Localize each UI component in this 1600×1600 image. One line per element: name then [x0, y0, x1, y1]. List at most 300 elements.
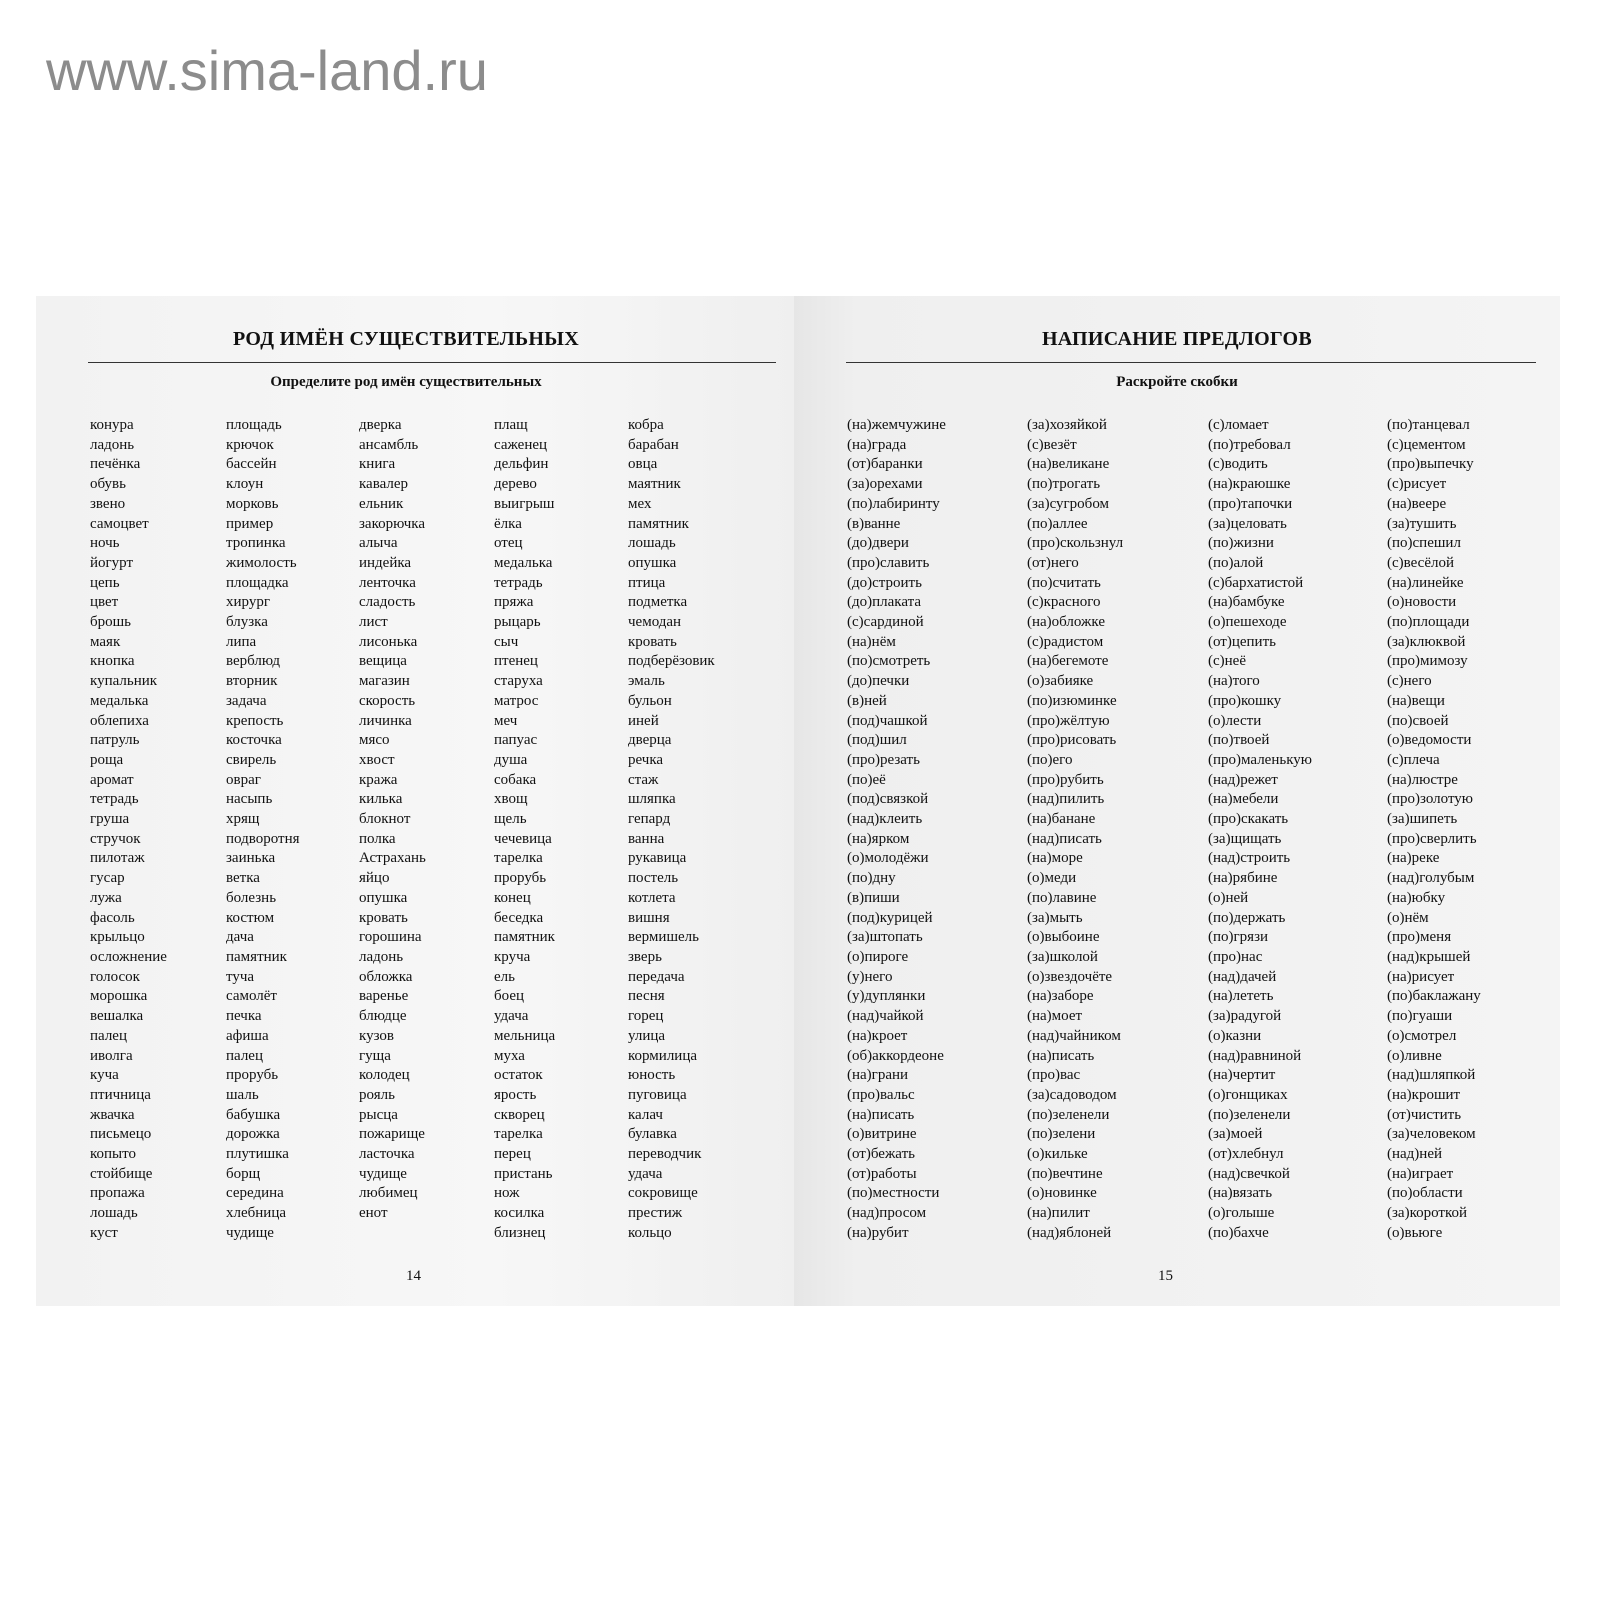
word-item: рысца	[359, 1106, 398, 1123]
word-item: (в)ванне	[847, 515, 901, 532]
word-item: гепард	[628, 811, 671, 828]
word-item: ельник	[359, 495, 404, 512]
word-item: тарелка	[494, 850, 543, 867]
page-subtitle: Определите род имён существительных	[270, 374, 542, 390]
word-item: иволга	[90, 1047, 133, 1064]
word-item: (над)просом	[847, 1205, 927, 1222]
word-item: прорубь	[226, 1067, 279, 1084]
word-item: (о)ней	[1208, 889, 1249, 906]
word-item: блюдце	[359, 1008, 407, 1025]
word-item: задача	[226, 692, 267, 709]
word-item: вермишель	[628, 929, 699, 946]
word-item: (над)крышей	[1387, 948, 1471, 965]
word-item: клоун	[226, 476, 264, 493]
word-item: (на)рисует	[1387, 968, 1455, 985]
word-item: ёлка	[494, 515, 522, 532]
word-item: (о)смотрел	[1387, 1027, 1457, 1044]
word-item: (до)печки	[847, 673, 910, 690]
word-item: звено	[90, 495, 126, 512]
word-item: удача	[494, 1008, 529, 1025]
word-item: (на)краюшке	[1208, 476, 1291, 493]
word-item: (за)орехами	[847, 476, 923, 493]
word-item: (на)люстре	[1387, 771, 1458, 788]
word-item: (под)курицей	[847, 909, 933, 926]
word-item: (о)ливне	[1387, 1047, 1442, 1064]
word-item: лисонька	[359, 633, 418, 650]
word-item: (над)писать	[1027, 830, 1102, 847]
word-item: палец	[90, 1027, 127, 1044]
word-item: остаток	[494, 1067, 543, 1084]
word-item: книга	[359, 456, 396, 473]
word-item: (на)чертит	[1208, 1067, 1276, 1084]
word-item: (на)лететь	[1208, 988, 1274, 1005]
word-item: (на)ярком	[847, 830, 910, 847]
page-title: НАПИСАНИЕ ПРЕДЛОГОВ	[1041, 328, 1313, 350]
word-item: куст	[90, 1224, 118, 1241]
word-item: тарелка	[494, 1126, 543, 1143]
word-item: закорючка	[359, 515, 426, 532]
word-item: (по)изюминке	[1027, 692, 1117, 709]
word-item: (по)дну	[847, 870, 896, 887]
word-item: (под)шил	[847, 732, 907, 749]
word-item: (по)требовал	[1208, 436, 1291, 453]
word-item: (по)лавине	[1027, 889, 1097, 906]
word-item: лист	[359, 614, 388, 631]
noun-column-2	[226, 416, 300, 1244]
word-item: матрос	[494, 692, 539, 709]
word-item: (про)сверлить	[1387, 830, 1477, 847]
word-item: шляпка	[628, 791, 676, 808]
word-item: (за)радугой	[1208, 1008, 1282, 1025]
noun-column-1	[90, 416, 167, 1244]
word-item: (про)кошку	[1208, 692, 1282, 709]
word-item: блузка	[226, 614, 268, 631]
word-item: птенец	[494, 653, 538, 670]
word-item: (о)нём	[1387, 909, 1429, 926]
word-item: (от)хлебнул	[1208, 1146, 1284, 1163]
word-item: пряжа	[494, 594, 534, 611]
word-item: ленточка	[359, 574, 416, 591]
word-item: пуговица	[628, 1086, 687, 1103]
word-item: индейка	[359, 554, 412, 571]
word-item: (по)зелени	[1027, 1126, 1096, 1143]
word-item: (по)баклажану	[1387, 988, 1481, 1005]
word-item: печёнка	[90, 456, 141, 473]
word-item: (на)писать	[847, 1106, 915, 1123]
word-item: (на)бегемоте	[1027, 653, 1109, 670]
word-item: (с)цементом	[1387, 436, 1466, 453]
word-item: (про)вас	[1027, 1067, 1081, 1084]
word-item: (по)бахче	[1208, 1224, 1269, 1241]
word-item: лошадь	[628, 535, 676, 552]
word-item: (про)золотую	[1387, 791, 1474, 808]
word-item: (на)вязать	[1208, 1185, 1273, 1202]
word-item: овца	[628, 456, 658, 473]
word-item: (про)выпечку	[1387, 456, 1474, 473]
word-item: (по)зеленели	[1208, 1106, 1291, 1123]
word-item: хирург	[226, 594, 270, 611]
word-item: рыцарь	[494, 614, 541, 631]
word-item: (с)весёлой	[1387, 554, 1455, 571]
word-item: (на)жемчужине	[847, 417, 946, 433]
page-title: РОД ИМЁН СУЩЕСТВИТЕЛЬНЫХ	[233, 328, 579, 350]
word-item: (с)везёт	[1027, 436, 1077, 453]
word-item: ансамбль	[359, 436, 419, 453]
word-item: ласточка	[359, 1146, 415, 1163]
word-item: маяк	[90, 633, 121, 650]
word-item: ель	[494, 968, 515, 985]
word-item: горошина	[359, 929, 422, 946]
word-item: сокровище	[628, 1185, 698, 1202]
word-item: зверь	[628, 948, 662, 965]
word-item: переводчик	[628, 1146, 702, 1163]
page-number: 15	[1158, 1268, 1173, 1284]
word-item: скворец	[494, 1106, 545, 1123]
word-item: плащ	[494, 417, 528, 433]
word-item: (об)аккордеоне	[847, 1047, 944, 1064]
word-item: копыто	[90, 1146, 136, 1163]
word-item: дельфин	[494, 456, 549, 473]
word-item: (от)бежать	[847, 1146, 915, 1163]
word-item: (за)хозяйкой	[1027, 417, 1107, 433]
word-item: (на)банане	[1027, 811, 1096, 828]
word-item: (до)плаката	[847, 594, 922, 611]
word-item: площадь	[226, 417, 282, 433]
word-item: верблюд	[226, 653, 280, 670]
word-item: обувь	[90, 476, 126, 493]
word-item: памятник	[628, 515, 689, 532]
word-item: туча	[226, 968, 255, 985]
word-item: памятник	[226, 948, 287, 965]
word-item: прорубь	[494, 870, 547, 887]
word-item: нож	[494, 1185, 520, 1202]
word-item: (на)веере	[1387, 495, 1447, 512]
word-item: папуас	[494, 732, 538, 749]
word-item: (о)новинке	[1027, 1185, 1097, 1202]
word-item: яйцо	[359, 870, 390, 887]
word-item: дача	[226, 929, 254, 946]
word-item: насыпь	[226, 791, 273, 808]
word-item: (по)алой	[1208, 554, 1264, 571]
word-item: (под)связкой	[847, 791, 929, 808]
word-item: (от)баранки	[847, 456, 923, 473]
word-item: (до)строить	[847, 574, 922, 591]
word-item: килька	[359, 791, 403, 808]
word-item: палец	[226, 1047, 263, 1064]
word-item: (за)мыть	[1027, 909, 1083, 926]
word-item: (по)спешил	[1387, 535, 1461, 552]
word-item: (на)мебели	[1208, 791, 1279, 808]
word-item: (по)области	[1387, 1185, 1463, 1202]
word-item: (о)лести	[1208, 712, 1262, 729]
word-item: шаль	[226, 1086, 259, 1103]
word-item: самоцвет	[90, 515, 149, 532]
word-item: (о)молодёжи	[847, 850, 929, 867]
word-item: перец	[494, 1146, 531, 1163]
word-item: сладость	[359, 594, 416, 611]
word-item: улица	[628, 1027, 666, 1044]
word-item: хлебница	[226, 1205, 287, 1222]
word-item: (про)резать	[847, 751, 920, 768]
noun-column-3	[359, 416, 426, 1224]
word-item: (на)заборе	[1027, 988, 1094, 1005]
right-page	[794, 296, 1560, 1306]
word-item: (на)крошит	[1387, 1086, 1461, 1103]
word-item: престиж	[628, 1205, 683, 1222]
word-item: (по)её	[847, 771, 886, 788]
word-item: гусар	[90, 870, 125, 887]
word-item: (с)рисует	[1387, 476, 1447, 493]
word-item: (про)тапочки	[1208, 495, 1293, 512]
word-item: (на)рябине	[1208, 870, 1278, 887]
word-item: (о)вьюге	[1387, 1224, 1443, 1241]
word-item: кормилица	[628, 1047, 698, 1064]
word-item: заинька	[226, 850, 276, 867]
word-item: песня	[628, 988, 665, 1005]
word-item: пилотаж	[90, 850, 145, 867]
word-item: котлета	[628, 889, 676, 906]
word-item: ладонь	[90, 436, 135, 453]
word-item: пример	[226, 515, 274, 532]
word-item: (про)маленькую	[1208, 751, 1312, 768]
word-item: косилка	[494, 1205, 545, 1222]
word-item: кольцо	[628, 1224, 672, 1241]
word-item: аромат	[90, 771, 134, 788]
noun-column-5	[628, 416, 715, 1244]
word-item: кнопка	[90, 653, 135, 670]
word-item: Астрахань	[359, 850, 426, 867]
word-item: (над)режет	[1208, 771, 1278, 788]
word-item: осложнение	[90, 948, 167, 965]
word-item: (над)чайником	[1027, 1027, 1121, 1044]
word-item: (над)чайкой	[847, 1008, 924, 1025]
word-item: (о)забияке	[1027, 673, 1094, 690]
word-item: (от)чистить	[1387, 1106, 1462, 1123]
word-item: (за)садоводом	[1027, 1086, 1117, 1103]
word-item: ярость	[494, 1086, 537, 1103]
word-item: боец	[494, 988, 524, 1005]
word-item: (за)моей	[1208, 1126, 1263, 1143]
word-item: кража	[359, 771, 398, 788]
word-item: (за)шипеть	[1387, 811, 1458, 828]
word-item: (по)аллее	[1027, 515, 1088, 532]
word-item: колодец	[359, 1067, 410, 1084]
word-item: крыльцо	[90, 929, 145, 946]
word-item: (на)вещи	[1387, 692, 1445, 709]
word-item: (по)считать	[1027, 574, 1101, 591]
word-item: (за)тушить	[1387, 515, 1457, 532]
word-item: юность	[628, 1067, 676, 1084]
word-item: (про)меня	[1387, 929, 1452, 946]
word-item: костюм	[226, 909, 275, 926]
word-item: (на)кроет	[847, 1027, 908, 1044]
word-item: тропинка	[226, 535, 286, 552]
word-item: сыч	[494, 633, 519, 650]
word-item: дверка	[359, 417, 402, 433]
word-item: калач	[628, 1106, 663, 1123]
word-item: круча	[494, 948, 531, 965]
word-item: медалька	[494, 554, 553, 571]
page-number: 14	[406, 1268, 421, 1284]
word-item: (о)гонщиках	[1208, 1086, 1288, 1103]
word-item: (у)него	[847, 968, 893, 985]
word-item: хвощ	[494, 791, 528, 808]
word-item: (на)нём	[847, 633, 896, 650]
word-item: (над)яблоней	[1027, 1224, 1112, 1241]
word-item: чудище	[226, 1224, 274, 1241]
word-item: (с)бархатистой	[1208, 574, 1304, 591]
word-item: (с)него	[1387, 673, 1432, 690]
word-item: борщ	[226, 1165, 261, 1182]
word-item: (на)того	[1208, 673, 1260, 690]
preposition-column-2	[1027, 416, 1123, 1244]
word-item: (с)водить	[1208, 456, 1268, 473]
word-item: плутишка	[226, 1146, 289, 1163]
word-item: саженец	[494, 436, 548, 453]
word-item: хрящ	[226, 811, 260, 828]
word-item: (на)обложке	[1027, 614, 1105, 631]
word-item: беседка	[494, 909, 544, 926]
word-item: кузов	[359, 1027, 394, 1044]
word-item: речка	[628, 751, 664, 768]
word-item: иней	[628, 712, 659, 729]
word-item: болезнь	[226, 889, 277, 906]
word-item: душа	[494, 751, 528, 768]
word-item: афиша	[226, 1027, 269, 1044]
word-item: удача	[628, 1165, 663, 1182]
word-item: (по)танцевал	[1387, 417, 1470, 433]
word-item: полка	[359, 830, 396, 847]
word-item: эмаль	[628, 673, 665, 690]
word-item: самолёт	[226, 988, 277, 1005]
word-item: подберёзовик	[628, 653, 715, 670]
word-item: (по)жизни	[1208, 535, 1274, 552]
word-item: вешалка	[90, 1008, 144, 1025]
word-item: опушка	[359, 889, 408, 906]
word-item: свирель	[226, 751, 277, 768]
word-item: (по)гуаши	[1387, 1008, 1453, 1025]
word-item: крючок	[226, 436, 274, 453]
word-item: муха	[494, 1047, 525, 1064]
word-item: (по)лабиринту	[847, 495, 940, 512]
word-item: жимолость	[226, 554, 297, 571]
word-item: птичница	[90, 1086, 151, 1103]
word-item: тетрадь	[90, 791, 139, 808]
title-divider	[846, 362, 1536, 363]
word-item: (за)штопать	[847, 929, 923, 946]
word-item: мельница	[494, 1027, 556, 1044]
word-item: (по)его	[1027, 751, 1073, 768]
word-item: (над)шляпкой	[1387, 1067, 1476, 1084]
noun-column-4	[494, 416, 555, 1244]
word-item: (о)пироге	[847, 948, 909, 965]
word-item: стаж	[628, 771, 659, 788]
word-item: купальник	[90, 673, 158, 690]
word-item: стручок	[90, 830, 141, 847]
word-item: щель	[494, 811, 527, 828]
word-item: (про)скользнул	[1027, 535, 1124, 552]
word-item: енот	[359, 1205, 388, 1222]
word-item: (о)выбоине	[1027, 929, 1100, 946]
word-item: (на)писать	[1027, 1047, 1095, 1064]
word-item: брошь	[90, 614, 132, 631]
word-item: (с)плеча	[1387, 751, 1440, 768]
word-item: куча	[90, 1067, 119, 1084]
word-item: бабушка	[226, 1106, 281, 1123]
word-item: (по)местности	[847, 1185, 940, 1202]
word-item: (про)скакать	[1208, 811, 1289, 828]
word-item: обложка	[359, 968, 413, 985]
word-item: фасоль	[90, 909, 135, 926]
word-item: пожарище	[359, 1126, 425, 1143]
word-item: (по)грязи	[1208, 929, 1269, 946]
word-item: (на)града	[847, 436, 907, 453]
word-item: (от)него	[1027, 554, 1079, 571]
word-item: отец	[494, 535, 523, 552]
word-item: конура	[90, 417, 134, 433]
word-item: опушка	[628, 554, 677, 571]
word-item: (за)целовать	[1208, 515, 1287, 532]
word-item: (над)клеить	[847, 811, 923, 828]
word-item: бассейн	[226, 456, 277, 473]
word-item: (о)казни	[1208, 1027, 1262, 1044]
word-item: (о)звездочёте	[1027, 968, 1113, 985]
word-item: голосок	[90, 968, 140, 985]
word-item: дорожка	[226, 1126, 280, 1143]
word-item: цвет	[90, 594, 119, 611]
word-item: липа	[226, 633, 257, 650]
word-item: (на)моет	[1027, 1008, 1083, 1025]
word-item: (на)бамбуке	[1208, 594, 1285, 611]
word-item: (с)ломает	[1208, 417, 1269, 433]
word-item: передача	[628, 968, 685, 985]
word-item: старуха	[494, 673, 543, 690]
word-item: (над)пилить	[1027, 791, 1105, 808]
word-item: (с)сардиной	[847, 614, 924, 631]
word-item: лошадь	[90, 1205, 138, 1222]
word-item: (о)пешеходе	[1208, 614, 1287, 631]
word-item: птица	[628, 574, 666, 591]
word-item: мех	[628, 495, 652, 512]
word-item: (на)линейке	[1387, 574, 1464, 591]
word-item: (за)человеком	[1387, 1126, 1476, 1143]
word-item: алыча	[359, 535, 398, 552]
word-item: выигрыш	[494, 495, 555, 512]
word-item: (над)голубым	[1387, 870, 1475, 887]
word-item: (над)равниной	[1208, 1047, 1302, 1064]
word-item: подворотня	[226, 830, 300, 847]
page-subtitle: Раскройте скобки	[1116, 374, 1238, 390]
word-item: (с)радистом	[1027, 633, 1104, 650]
word-item: дверца	[628, 732, 672, 749]
word-item: (на)юбку	[1387, 889, 1446, 906]
word-item: лужа	[90, 889, 122, 906]
word-item: (про)рубить	[1027, 771, 1104, 788]
word-item: (за)клюквой	[1387, 633, 1466, 650]
word-item: (над)дачей	[1208, 968, 1277, 985]
word-item: (по)площади	[1387, 614, 1470, 631]
word-item: подметка	[628, 594, 688, 611]
word-item: (по)держать	[1208, 909, 1286, 926]
word-item: кобра	[628, 417, 664, 433]
word-item: тетрадь	[494, 574, 543, 591]
word-item: йогурт	[90, 554, 134, 571]
word-item: вещица	[359, 653, 407, 670]
word-item: (на)рубит	[847, 1224, 909, 1241]
word-item: хвост	[359, 751, 395, 768]
word-item: (у)дуплянки	[847, 988, 926, 1005]
word-item: (про)мимозу	[1387, 653, 1468, 670]
